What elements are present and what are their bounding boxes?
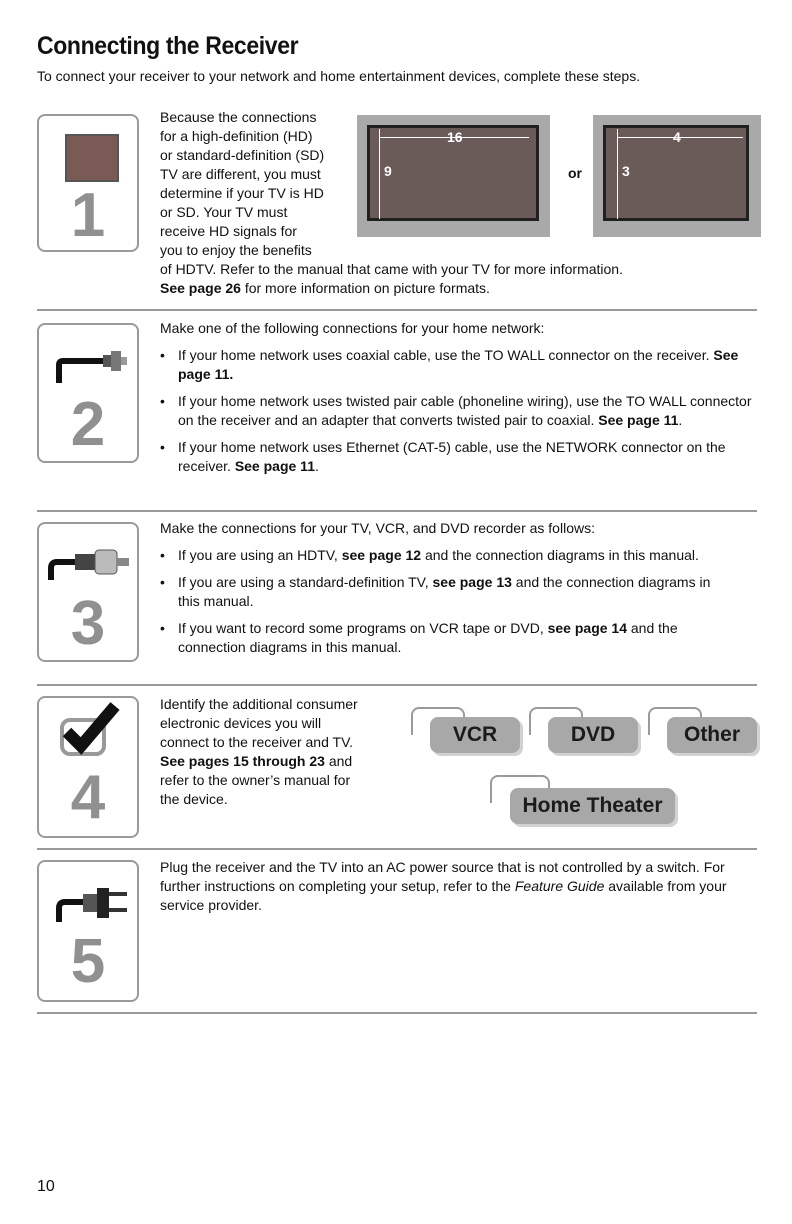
list-item [160, 392, 760, 430]
list-item [160, 573, 720, 611]
bullet-text: If you are using an HDTV, [178, 547, 342, 563]
step-number: 3 [70, 589, 106, 658]
page-title: Connecting the Receiver [37, 32, 299, 60]
page-number: 10 [37, 1178, 55, 1195]
divider [37, 848, 757, 850]
step-1-line: or standard-definition (SD) [160, 147, 325, 163]
av-cable-icon [47, 544, 133, 584]
bullet-tail: and the connection diagrams in this manual. [178, 620, 678, 655]
bullet-text: If your home network uses coaxial cable, use the TO WALL connector on the receiver. [178, 347, 714, 363]
step-1-line: Because the connections [160, 109, 317, 125]
step-4-line: the device. [160, 791, 228, 807]
step-1-line: for a high-definition (HD) [160, 128, 313, 144]
checkbox-checked-icon [59, 702, 121, 758]
bullet-tail: and the connection diagrams in this manual. [421, 547, 699, 563]
intro-text: To connect your receiver to your network and home entertainment devices, complete these steps. [37, 68, 641, 84]
see-ref: See page 26 [160, 280, 241, 296]
bullet-tail: . [678, 412, 683, 428]
step-1-line: or SD. Your TV must [160, 204, 288, 220]
step-4-box [37, 696, 139, 838]
step-4-ref-tail: and [324, 753, 353, 769]
step-4-ref-line [160, 752, 400, 771]
bullet-ref: See page 11 [234, 458, 315, 474]
divider [37, 309, 757, 311]
see-rest: for more information on picture formats. [240, 280, 490, 296]
step-4-ref: See pages 15 through 23 [160, 753, 325, 769]
bullet-text: If your home network uses Ethernet (CAT-5) cable, use the NETWORK connector on the receiver. [178, 439, 726, 474]
bullet-ref: see page 14 [547, 620, 627, 636]
bullet-tail: and the connection diagrams in this manual. [178, 574, 711, 609]
divider [37, 684, 757, 686]
power-plug-icon [53, 884, 133, 926]
tv-sd-illustration [593, 115, 761, 237]
step-3-list [160, 546, 720, 665]
bullet-tail: . [314, 458, 319, 474]
divider [37, 1012, 757, 1014]
step-4-text [160, 695, 400, 809]
bullet-ref: See page 11 [598, 412, 679, 428]
step-2-lead: Make one of the following connections for your home network: [160, 320, 545, 336]
step-1-line: receive HD signals for [160, 223, 297, 239]
step-1-box [37, 114, 139, 252]
bullet-ref: See page 11. [178, 347, 739, 382]
step-2-box [37, 323, 139, 463]
step-4-line: Identify the additional consumer [160, 696, 358, 712]
bullet-ref: see page 13 [432, 574, 512, 590]
list-item [160, 346, 760, 384]
step-3-lead: Make the connections for your TV, VCR, and DVD recorder as follows: [160, 520, 595, 536]
bullet-text: If you want to record some programs on VCR tape or DVD, [178, 620, 548, 636]
tv-hd-width-label: 16 [447, 129, 463, 145]
or-label: or [568, 165, 582, 181]
step-1-see-ref [160, 279, 760, 298]
step-5-box [37, 860, 139, 1002]
step-2-list [160, 346, 760, 484]
step-5-tail: available from your service provider. [160, 878, 727, 913]
step-4-line: electronic devices you will [160, 715, 322, 731]
list-item [160, 619, 720, 657]
step-number: 2 [70, 390, 106, 459]
bullet-text: If you are using a standard-definition TV, [178, 574, 433, 590]
device-vcr-button[interactable]: VCR [430, 717, 520, 753]
step-number: 1 [70, 181, 106, 250]
device-other-button[interactable]: Other [667, 717, 757, 753]
tv-hd-height-label: 9 [384, 163, 392, 179]
tv-screen-icon [65, 134, 119, 182]
device-home-theater-button[interactable]: Home Theater [510, 788, 675, 824]
step-5-body: Plug the receiver and the TV into an AC power source that is not controlled by a switch. For further instructions on completing your setup, refer to the [160, 859, 725, 894]
divider [37, 510, 757, 512]
bullet-text: If your home network uses twisted pair cable (phoneline wiring), use the TO WALL connector on the receiver and an adapter that converts twisted pair to coaxial. [178, 393, 752, 428]
bullet-ref: see page 12 [341, 547, 422, 563]
step-3-box [37, 522, 139, 662]
feature-guide-title: Feature Guide [514, 878, 605, 894]
tv-sd-width-label: 4 [673, 129, 681, 145]
step-1-line: you to enjoy the benefits [160, 242, 312, 258]
step-1-line: determine if your TV is HD [160, 185, 324, 201]
step-1-text [160, 108, 350, 260]
step-4-line: connect to the receiver and TV. [160, 734, 354, 750]
step-number: 5 [70, 927, 106, 996]
step-4-line: refer to the owner’s manual for [160, 772, 351, 788]
list-item [160, 438, 760, 476]
step-1-line-full: of HDTV. Refer to the manual that came with your TV for more information. [160, 261, 623, 277]
step-5-text [160, 858, 740, 915]
tv-sd-height-label: 3 [622, 163, 630, 179]
step-1-line: TV are different, you must [160, 166, 321, 182]
device-dvd-button[interactable]: DVD [548, 717, 638, 753]
step-number: 4 [70, 763, 106, 832]
coaxial-cable-icon [53, 343, 129, 387]
list-item [160, 546, 720, 565]
tv-hd-illustration [357, 115, 550, 237]
